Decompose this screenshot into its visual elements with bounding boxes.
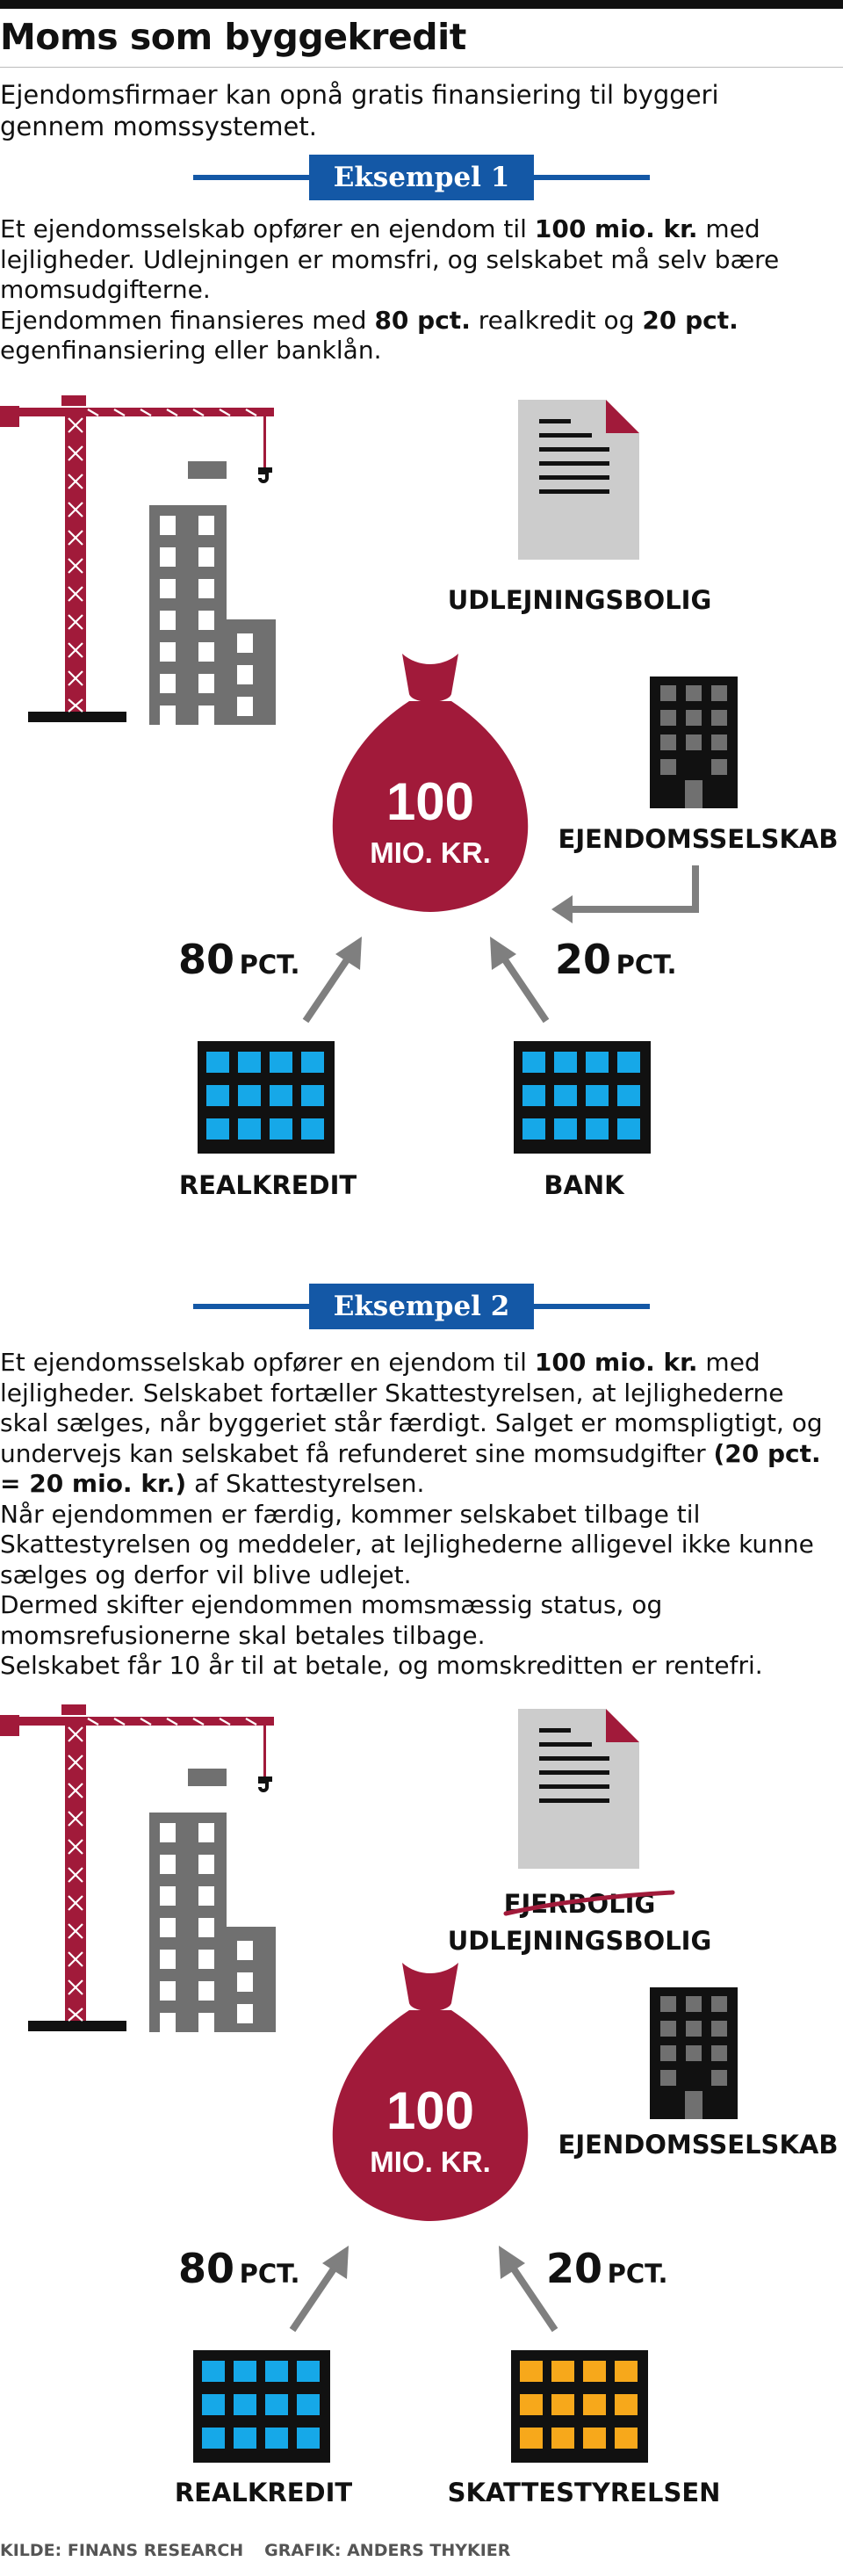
pct-unit: PCT.: [616, 950, 677, 980]
building-under-construction-icon: [149, 461, 290, 725]
pct-number: 20: [555, 936, 612, 983]
text-run: Når ejendommen er færdig, kommer selskabet tilbage til Skattestyrelsen og meddeler, at lejlighederne alligevel ikke kunne sælges og derfor vil blive udlejet.: [0, 1499, 814, 1589]
graphic-credit: GRAFIK: ANDERS THYKIER: [264, 2541, 511, 2560]
building-under-construction-icon: [149, 1769, 290, 2032]
realkredit-building-icon: [193, 2350, 330, 2463]
money-bag-icon: [316, 648, 544, 912]
left-source-label: REALKREDIT: [174, 2478, 353, 2507]
example1-paragraph: [0, 214, 839, 306]
strikethrough-icon: [501, 1887, 676, 1922]
arrow-to-bag-icon: [544, 865, 702, 927]
right-percentage: [555, 936, 677, 983]
bold-run: (20 pct. = 20 mio. kr.): [0, 1438, 821, 1498]
bank-building-icon: [514, 1041, 651, 1154]
left-source-label: REALKREDIT: [178, 1170, 357, 1200]
example2-text: [0, 1348, 839, 1682]
document-icon: [518, 400, 641, 562]
example1-text: [0, 214, 839, 366]
text-run: Et ejendomsselskab opfører en ejendom til: [0, 214, 535, 243]
credit-line: [0, 2541, 531, 2560]
pct-number: 80: [178, 2245, 235, 2292]
arrow-up-left-source-icon: [299, 931, 369, 1028]
bold-run: 80 pct.: [374, 305, 471, 335]
example1-paragraph: [0, 306, 839, 366]
bold-run: 20 pct.: [642, 305, 739, 335]
old-document-label: EJERBOLIG: [503, 1889, 656, 1919]
arrow-up-right-source-icon: [483, 931, 553, 1028]
intro-text: Ejendomsfirmaer kan opnå gratis finansiering til byggeri gennem momssystemet.: [0, 80, 719, 141]
pct-unit: PCT.: [239, 2259, 300, 2289]
page-title: Moms som byggekredit: [0, 16, 466, 58]
office-building-icon: [650, 1987, 738, 2119]
example2-paragraph: [0, 1500, 839, 1591]
title-divider: [0, 67, 843, 68]
pct-unit: PCT.: [239, 950, 300, 980]
right-source-label: SKATTESTYRELSEN: [447, 2478, 721, 2507]
office-building-icon: [650, 677, 738, 808]
text-run: realkredit og: [470, 305, 643, 335]
left-percentage: [178, 936, 300, 983]
tax-authority-building-icon: [511, 2350, 648, 2463]
example2-label: Eksempel 2: [309, 1284, 534, 1329]
example2-paragraph: [0, 1348, 839, 1500]
bag-amount: 100: [385, 772, 475, 831]
company-label: EJENDOMSSELSKAB: [558, 2130, 839, 2160]
document-icon: [518, 1709, 641, 1871]
left-percentage: [178, 2245, 300, 2292]
example1-label: Eksempel 1: [309, 155, 534, 200]
pct-unit: PCT.: [607, 2259, 668, 2289]
right-percentage: [546, 2245, 668, 2292]
company-label: EJENDOMSSELSKAB: [558, 824, 839, 854]
text-run: Et ejendomsselskab opfører en ejendom til: [0, 1348, 535, 1377]
top-bar: [0, 0, 843, 9]
bag-unit: MIO. KR.: [370, 2145, 491, 2178]
example2-paragraph: [0, 1651, 839, 1682]
text-run: Selskabet får 10 år til at betale, og momskreditten er rentefri.: [0, 1651, 763, 1680]
right-source-label: BANK: [544, 1170, 624, 1200]
text-run: egenfinansiering eller banklån.: [0, 336, 382, 365]
text-run: med lejligheder. Udlejningen er momsfri, og selskabet må selv bære momsudgifterne.: [0, 214, 780, 304]
document-label: UDLEJNINGSBOLIG: [447, 585, 712, 615]
text-run: Ejendommen finansieres med: [0, 305, 375, 335]
text-run: Dermed skifter ejendommen momsmæssig status, og momsrefusionerne skal betales tilbage.: [0, 1590, 663, 1650]
pct-number: 20: [546, 2245, 603, 2292]
bold-run: 100 mio. kr.: [534, 214, 698, 243]
source-credit: KILDE: FINANS RESEARCH: [0, 2541, 244, 2560]
example2-paragraph: [0, 1590, 839, 1651]
text-run: af Skattestyrelsen.: [186, 1469, 425, 1498]
pct-number: 80: [178, 936, 235, 983]
realkredit-building-icon: [198, 1041, 335, 1154]
document-label: UDLEJNINGSBOLIG: [447, 1926, 712, 1956]
bag-unit: MIO. KR.: [370, 836, 491, 869]
text-run: med lejligheder. Selskabet fortæller Skattestyrelsen, at lejlighederne skal sælges, når byggeriet står færdigt. Salget er momspligtigt, og undervejs kan selskabet få refunderet sine momsudgifter: [0, 1348, 823, 1468]
money-bag-icon: [316, 1957, 544, 2221]
bag-amount: 100: [385, 2081, 475, 2140]
bold-run: 100 mio. kr.: [534, 1348, 698, 1377]
